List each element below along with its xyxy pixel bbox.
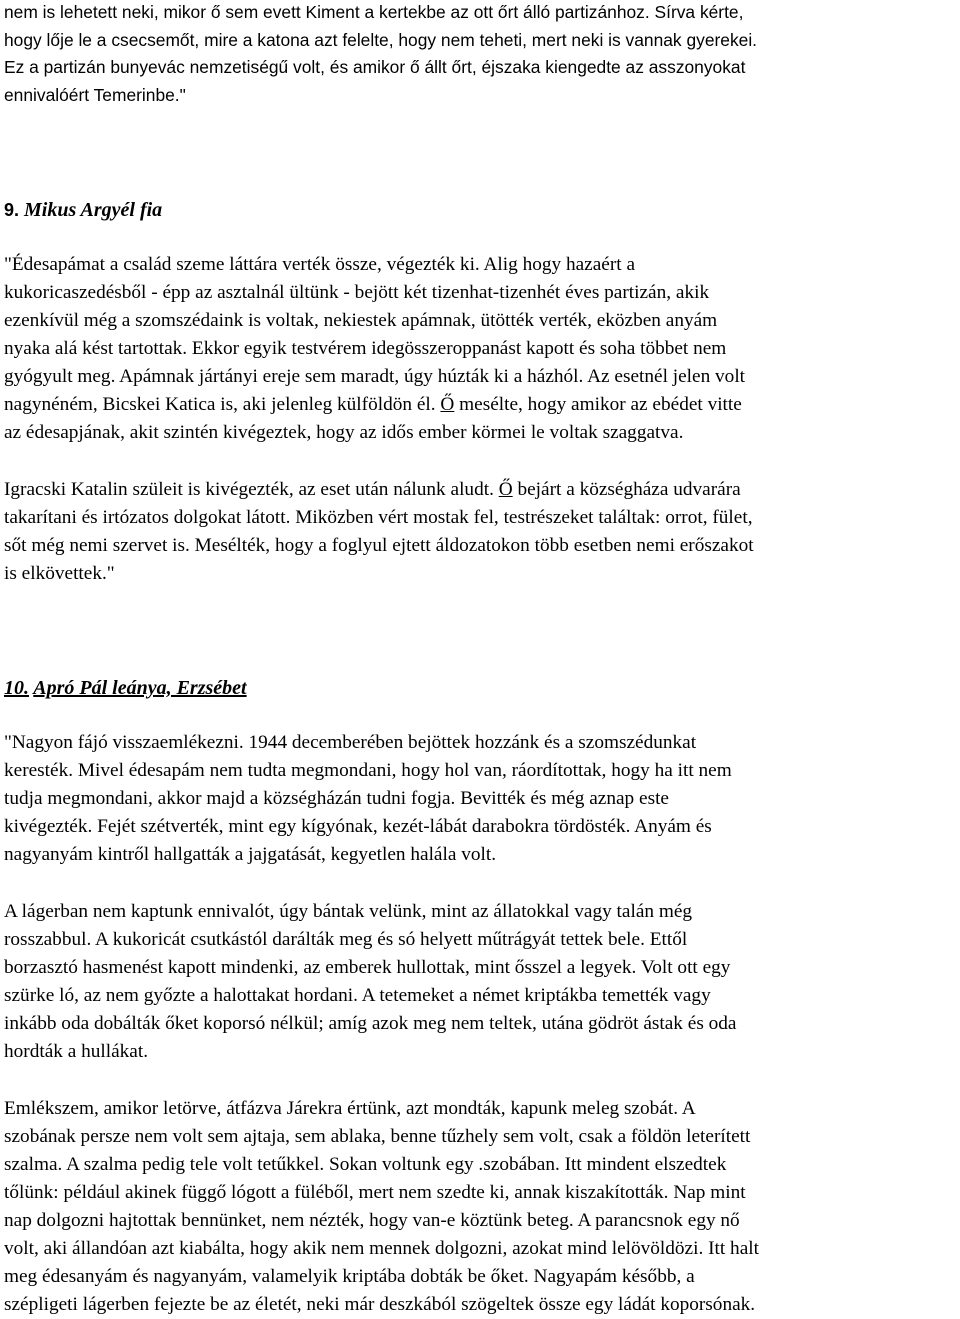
intro-paragraph: [4, 0, 757, 109]
text-line: kivégezték. Fejét szétverték, mint egy kígyónak, kezét-lábát darabokra tördösték. Anyám és: [4, 816, 712, 837]
section-9-paragraph-1: [4, 251, 745, 447]
text-line: nyaka alá kést tartottak. Ekkor egyik testvérem idegösszeroppanást kapott és soha többet nem: [4, 338, 727, 359]
text-segment: Igracski Katalin szüleit is kivégezték, az eset után nálunk aludt.: [4, 479, 499, 500]
text-line: szürke ló, az nem győzte a halottakat hordani. A tetemeket a német kriptákba temették vagy: [4, 985, 711, 1006]
text-segment: mesélte, hogy amikor az ebédet vitte: [454, 394, 742, 415]
text-line: [4, 476, 754, 504]
text-line: inkább oda dobálták őket koporsó nélkül; amíg azok meg nem teltek, utána gödröt ástak és oda: [4, 1013, 737, 1034]
section-10-paragraph-3: [4, 1095, 759, 1319]
text-line: nem is lehetett neki, mikor ő sem evett Kiment a kertekbe az ott őrt álló partizánhoz. Sírva kérte,: [4, 2, 744, 22]
underlined-pronoun: Ő: [440, 394, 455, 415]
text-line: az édesapjának, akit szintén kivégeztek, hogy az idős ember körmei le voltak szaggatva.: [4, 422, 684, 443]
text-line: A lágerban nem kaptunk ennivalót, úgy bántak velünk, mint az állatokkal vagy talán még: [4, 901, 693, 922]
text-line: is elkövettek.": [4, 563, 115, 584]
section-number: 10.: [4, 677, 29, 699]
section-9-paragraph-2: [4, 476, 754, 588]
text-line: Emlékszem, amikor letörve, átfázva Járekra értünk, azt mondták, kapunk meleg szobát. A: [4, 1098, 696, 1119]
text-line: nap dolgozni hajtottak bennünket, nem nézték, hogy van-e köztünk beteg. A parancsnok egy nő: [4, 1210, 740, 1231]
section-title: Apró Pál leánya, Erzsébet: [33, 677, 247, 699]
text-line: takarítani és irtózatos dolgokat látott. Miközben vért mostak fel, testrészeket találtak: orrot, fület,: [4, 507, 753, 528]
text-line: szalma. A szalma pedig tele volt tetűkkel. Sokan voltunk egy .szobában. Itt mindent elszedtek: [4, 1154, 727, 1175]
section-10-heading: [4, 674, 247, 702]
text-line: tőlünk: például akinek függő lógott a füléből, mert nem szedte ki, annak kiszakították. Nap mint: [4, 1182, 746, 1203]
text-line: ezenkívül még a szomszédaink is voltak, nekiestek apámnak, ütötték verték, eközben anyám: [4, 310, 718, 331]
text-line: tudja megmondani, akkor majd a községházán tudni fogja. Bevitték és még aznap este: [4, 788, 669, 809]
section-9-heading: [4, 196, 162, 224]
text-line: szobának persze nem volt sem ajtaja, sem ablaka, benne tűzhely sem volt, csak a földön leterített: [4, 1126, 751, 1147]
text-line: "Édesapámat a család szeme láttára verték össze, végezték ki. Alig hogy hazaért a: [4, 254, 636, 275]
text-line: "Nagyon fájó visszaemlékezni. 1944 decemberében bejöttek hozzánk és a szomszédunkat: [4, 732, 697, 753]
text-line: hordták a hullákat.: [4, 1041, 149, 1062]
text-line: szépligeti lágerben fejezte be az életét, neki már deszkából szögeltek össze egy ládát koporsónak.: [4, 1294, 756, 1315]
text-line: sőt még nemi szervet is. Mesélték, hogy a foglyul ejtett áldozatokon több esetben nemi erőszakot: [4, 535, 754, 556]
underlined-pronoun: Ő: [498, 479, 513, 500]
text-line: borzasztó hasmenést kapott mindenki, az emberek hullottak, mint ősszel a legyek. Volt ott egy: [4, 957, 731, 978]
text-line: gyógyult meg. Apámnak jártányi ereje sem maradt, úgy húzták ki a házhól. Az esetnél jelen volt: [4, 366, 746, 387]
text-line: ennivalóért Temerinbe.": [4, 84, 186, 105]
section-10-paragraph-1: [4, 729, 732, 869]
section-10-paragraph-2: [4, 898, 737, 1066]
text-line: meg édesanyám és nagyanyám, valamelyik kriptába dobták be őket. Nagyapám később, a: [4, 1266, 695, 1287]
text-line: hogy lője le a csecsemőt, mire a katona azt felelte, hogy nem teheti, mert neki is vannak gyerekei.: [4, 29, 758, 50]
text-line: volt, aki állandóan azt kiabálta, hogy akik nem mennek dolgozni, azokat mind lelövöldözi. Itt halt: [4, 1238, 759, 1259]
text-line: keresték. Mivel édesapám nem tudta megmondani, hogy hol van, ráordítottak, hogy ha itt nem: [4, 760, 732, 781]
text-segment: nagynéném, Bicskei Katica is, aki jelenleg külföldön él.: [4, 394, 436, 415]
text-segment: bejárt a községháza udvarára: [512, 479, 741, 500]
section-title: Mikus Argyél fia: [24, 199, 163, 221]
text-line: Ez a partizán bunyevác nemzetiségű volt, és amikor ő állt őrt, éjszaka kiengedte az asszonyokat: [4, 57, 746, 77]
text-line: nagyanyám kintről hallgatták a jajgatását, kegyetlen halála volt.: [4, 844, 497, 865]
section-number: 9.: [4, 200, 20, 220]
text-line: rosszabbul. A kukoricát csutkástól darálták meg és só helyett műtrágyát tettek bele. Ettől: [4, 929, 688, 950]
text-line: [4, 391, 745, 419]
text-line: kukoricaszedésből - épp az asztalnál ültünk - bejött két tizenhat-tizenhét éves partizán, akik: [4, 282, 710, 303]
